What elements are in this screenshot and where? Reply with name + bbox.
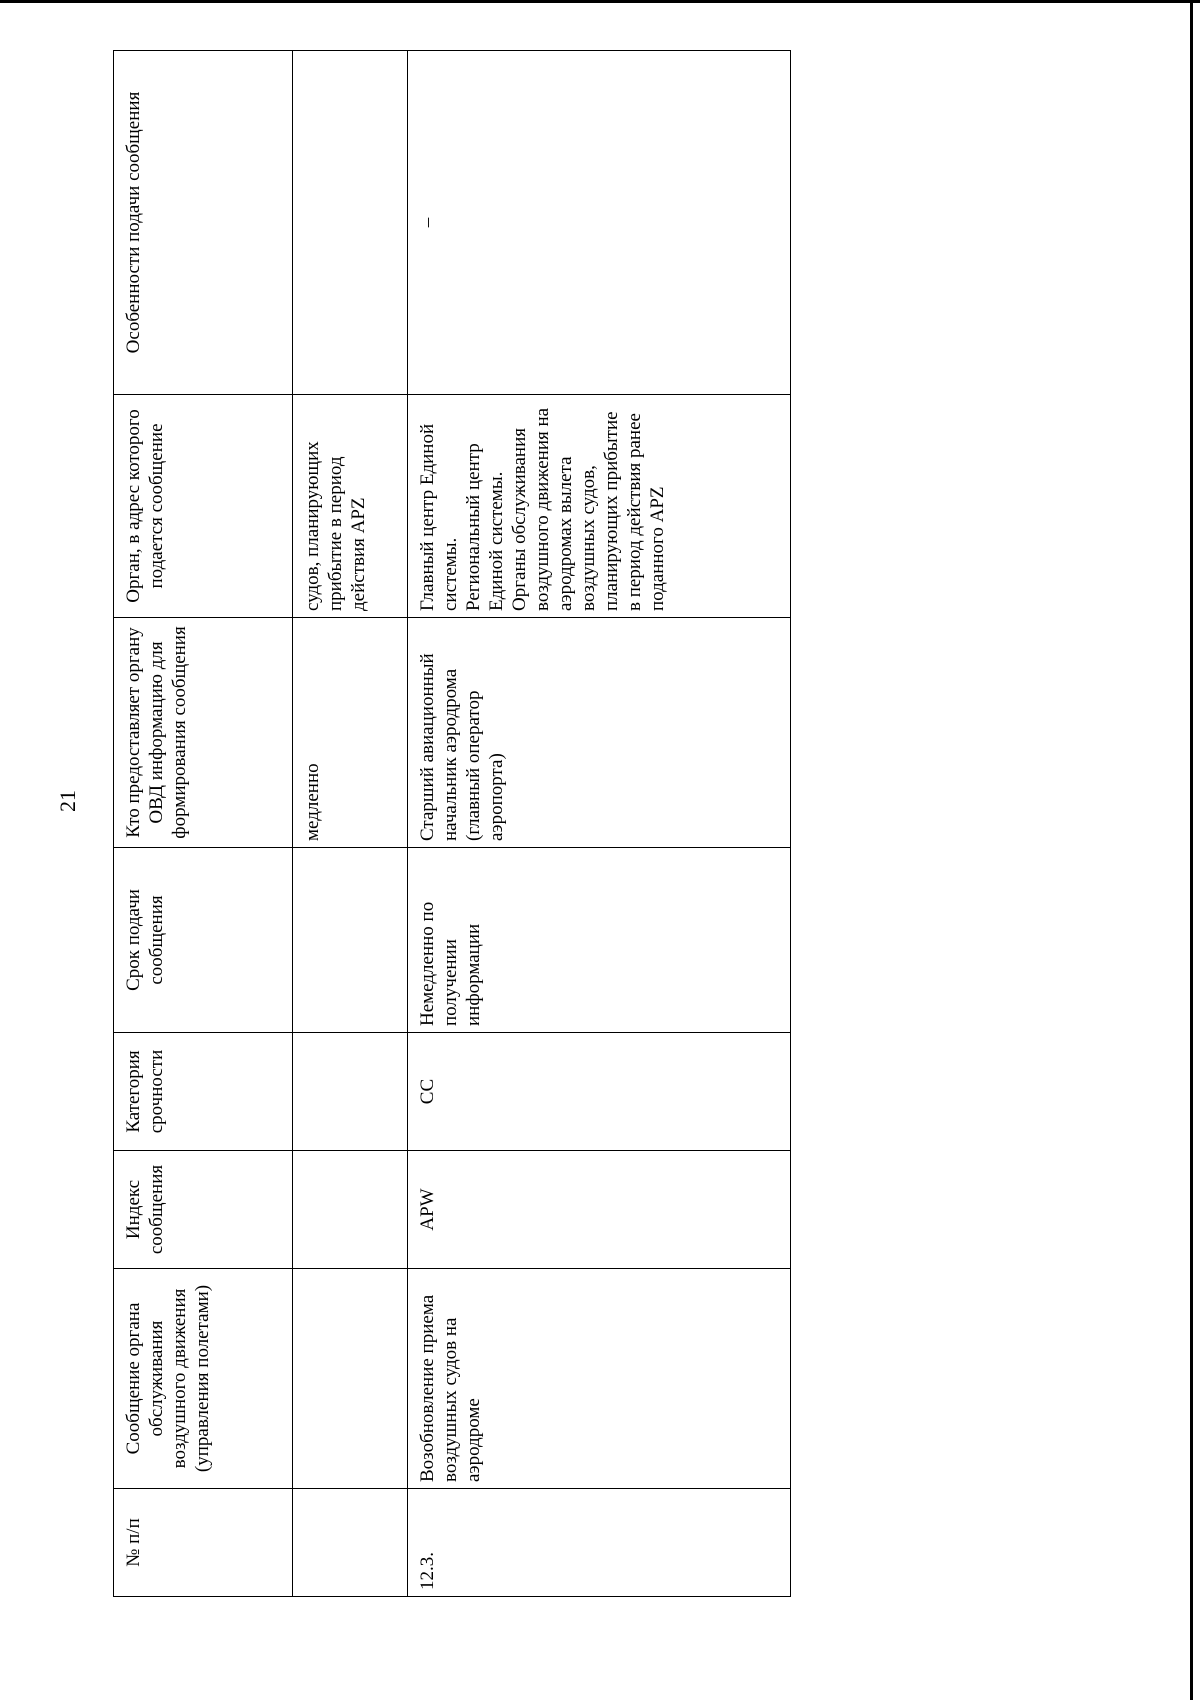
table-header-row (114, 51, 293, 1597)
cell-row-number: 12.3. (408, 1489, 791, 1597)
header-number: № п/п (114, 1489, 293, 1597)
page-number: 21 (55, 790, 80, 812)
table-row-continuation (293, 51, 408, 1597)
cell-message: Возобновление приема воздушных судов на аэродроме (408, 1269, 791, 1489)
cell-empty (293, 1151, 408, 1269)
recipient-line: Органы обслуживания воздушного движения на аэродромах вылета воздушных судов, планирующих прибытие в период действия ранее поданного APZ (509, 407, 668, 611)
scan-edge-top (0, 0, 1200, 3)
cell-provider-continued: медленно (293, 618, 408, 848)
cell-deadline: Немедленно по получении информации (408, 848, 791, 1033)
header-provider: Кто предоставляет органу ОВД информацию для формирования сообщения (114, 618, 293, 848)
message-table (113, 50, 791, 1597)
header-message: Сообщение органа обслуживания воздушного движения (управления полетами) (114, 1269, 293, 1489)
cell-urgency: СС (408, 1033, 791, 1151)
cell-empty (293, 1033, 408, 1151)
recipient-line: Региональный центр Единой системы. (463, 443, 507, 611)
recipient-line: Главный центр Единой системы. (417, 423, 461, 611)
cell-empty (293, 1489, 408, 1597)
cell-empty (293, 1269, 408, 1489)
header-recipient: Орган, в адрес которого подается сообщение (114, 395, 293, 618)
cell-recipient-continued: судов, планирующих прибытие в период действия APZ (293, 395, 408, 618)
cell-empty (293, 848, 408, 1033)
scan-edge-right (1190, 0, 1193, 1700)
table-row-12-3 (408, 51, 791, 1597)
header-index: Индекс сообщения (114, 1151, 293, 1269)
cell-recipient (408, 395, 791, 618)
cell-provider: Старший авиационный начальник аэродрома (главный оператор аэропорта) (408, 618, 791, 848)
cell-index: APW (408, 1151, 791, 1269)
header-deadline: Срок подачи сообщения (114, 848, 293, 1033)
header-notes: Особенности подачи сообщения (114, 51, 293, 395)
rotated-table-container (113, 51, 790, 1597)
cell-notes: – (408, 51, 791, 395)
header-urgency: Категория срочности (114, 1033, 293, 1151)
cell-empty (293, 51, 408, 395)
